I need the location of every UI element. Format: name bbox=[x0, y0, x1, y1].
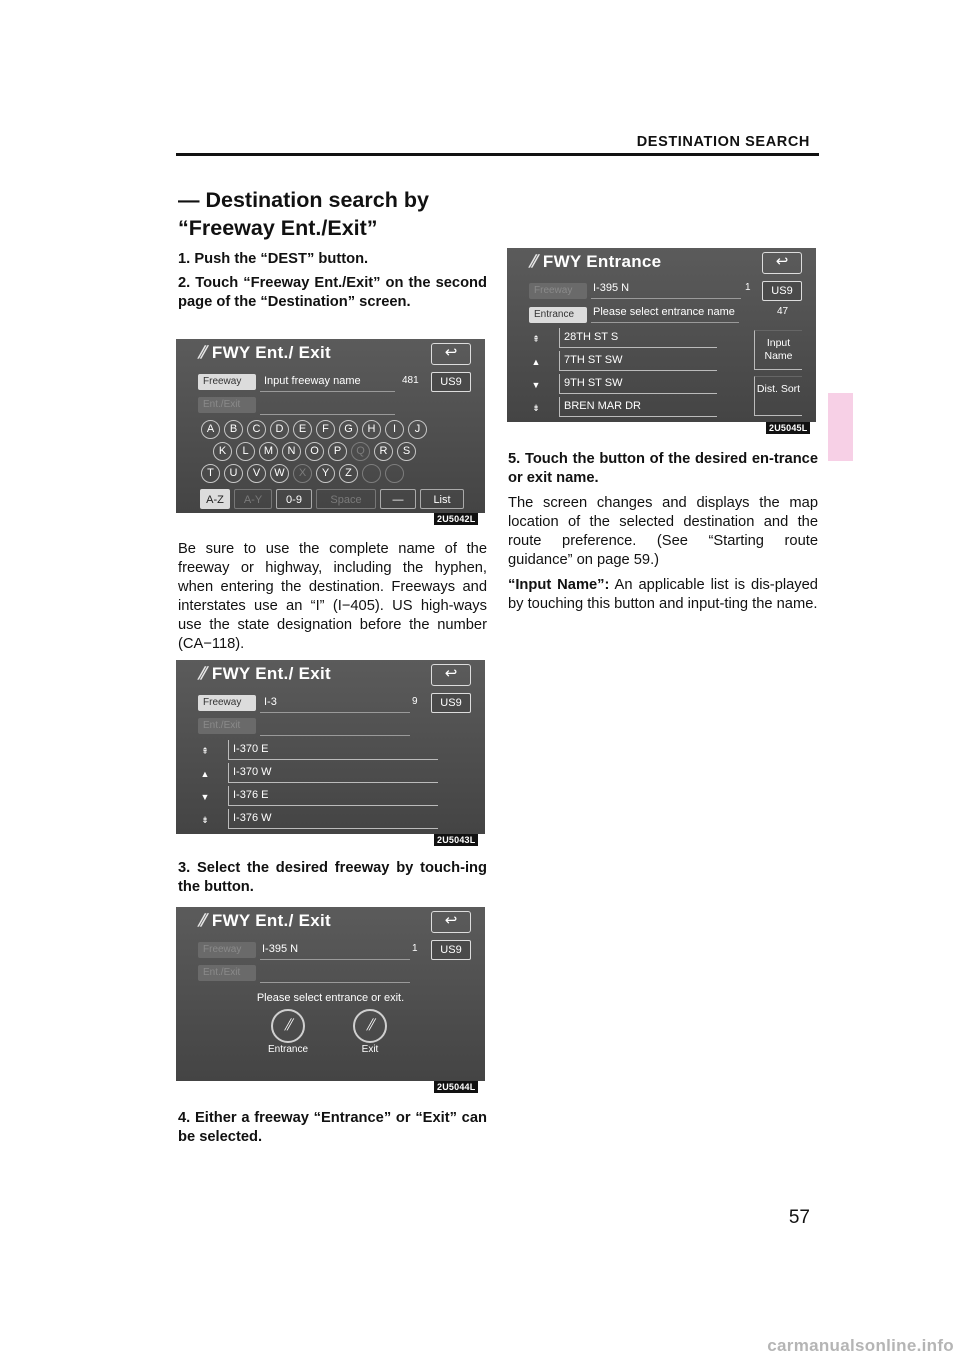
freeway-field-label: Freeway bbox=[529, 283, 587, 299]
state-button[interactable]: US9 bbox=[431, 693, 471, 713]
step-5: 5. Touch the button of the desired en-trance or exit name. bbox=[508, 451, 818, 486]
paragraph-input-name: “Input Name”: An applicable list is dis-played by touching this button and input-ting the name. bbox=[508, 577, 818, 612]
step-1: 1. Push the “DEST” button. bbox=[178, 251, 369, 267]
ay-button[interactable]: A-Y bbox=[234, 489, 272, 509]
back-button[interactable]: ↩ bbox=[431, 664, 471, 686]
space-button[interactable]: Space bbox=[316, 489, 376, 509]
state-button[interactable]: US9 bbox=[431, 940, 471, 960]
section-title-line2: “Freeway Ent./Exit” bbox=[178, 216, 378, 240]
screen-title: ⫽ FWY Entrance bbox=[529, 252, 662, 271]
freeway-icon: ⫽ bbox=[529, 252, 537, 271]
freeway-input[interactable]: Input freeway name bbox=[264, 375, 361, 387]
list-button[interactable]: List bbox=[420, 489, 464, 509]
key[interactable]: F bbox=[316, 420, 335, 439]
state-button[interactable]: US9 bbox=[762, 281, 802, 301]
input-name-button[interactable]: Input Name bbox=[754, 330, 802, 370]
scroll-down-icon[interactable]: ▼ bbox=[531, 380, 541, 390]
dist-sort-button[interactable]: Dist. Sort bbox=[754, 376, 802, 416]
exit-field-label: Ent./Exit bbox=[198, 718, 256, 734]
section-tab bbox=[828, 393, 853, 461]
scroll-up-icon[interactable]: ▲ bbox=[531, 357, 541, 367]
entrance-input[interactable]: Please select entrance name bbox=[593, 306, 735, 318]
key[interactable]: U bbox=[224, 464, 243, 483]
back-button[interactable]: ↩ bbox=[431, 911, 471, 933]
screenshot-freeway-list bbox=[176, 660, 485, 834]
screenshot-keyboard bbox=[176, 339, 485, 513]
az-button[interactable]: A-Z bbox=[200, 489, 230, 509]
key[interactable]: P bbox=[328, 442, 347, 461]
freeway-icon: ⫽ bbox=[198, 911, 206, 930]
paragraph-name-format: Be sure to use the complete name of the freeway or highway, including the hyphen, when entering the destination. Freeways and interstates use an “I” (I−405). US high-ways use the state designation before the number (CA−118). bbox=[178, 541, 487, 652]
freeway-field-label[interactable]: Freeway bbox=[198, 695, 256, 711]
list-item[interactable]: BREN MAR DR bbox=[559, 397, 717, 417]
numeric-button[interactable]: 0-9 bbox=[276, 489, 312, 509]
exit-label: Exit bbox=[361, 1044, 379, 1055]
freeway-input: I-395 N bbox=[262, 943, 299, 955]
match-count: 1 bbox=[745, 282, 751, 293]
scroll-up-icon[interactable]: ▲ bbox=[200, 769, 210, 779]
screen-title: ⫽ FWY Ent./ Exit bbox=[198, 664, 332, 683]
key[interactable]: L bbox=[236, 442, 255, 461]
list-item[interactable]: 7TH ST SW bbox=[559, 351, 717, 371]
key[interactable]: E bbox=[293, 420, 312, 439]
key[interactable]: Y bbox=[316, 464, 335, 483]
list-item[interactable]: I-376 E bbox=[228, 786, 438, 806]
figure-code: 2U5042L bbox=[434, 513, 478, 525]
key[interactable]: H bbox=[362, 420, 381, 439]
key[interactable]: V bbox=[247, 464, 266, 483]
figure-code: 2U5045L bbox=[766, 422, 810, 434]
back-button[interactable]: ↩ bbox=[431, 343, 471, 365]
freeway-input[interactable]: I-3 bbox=[264, 696, 277, 708]
delete-button[interactable]: — bbox=[380, 489, 416, 509]
step-4: 4. Either a freeway “Entrance” or “Exit” can be selected. bbox=[178, 1110, 487, 1145]
match-count: 481 bbox=[402, 375, 419, 386]
freeway-field-label: Freeway bbox=[198, 942, 256, 958]
key[interactable]: I bbox=[385, 420, 404, 439]
page-down-icon[interactable]: ⇟ bbox=[201, 815, 209, 825]
state-button[interactable]: US9 bbox=[431, 372, 471, 392]
freeway-icon: ⫽ bbox=[198, 664, 206, 683]
screenshot-entrance-exit bbox=[176, 907, 485, 1081]
back-button[interactable]: ↩ bbox=[762, 252, 802, 274]
watermark: carmanualsonline.info bbox=[767, 1336, 954, 1355]
key[interactable]: N bbox=[282, 442, 301, 461]
key[interactable]: M bbox=[259, 442, 278, 461]
exit-icon[interactable]: ⫽ bbox=[353, 1009, 387, 1043]
list-item[interactable]: 28TH ST S bbox=[559, 328, 717, 348]
key[interactable]: B bbox=[224, 420, 243, 439]
entrance-field-label[interactable]: Entrance bbox=[529, 307, 587, 323]
entrance-label: Entrance bbox=[267, 1044, 309, 1055]
exit-field-label: Ent./Exit bbox=[198, 965, 256, 981]
key[interactable]: O bbox=[305, 442, 324, 461]
page-up-icon[interactable]: ⇞ bbox=[532, 334, 540, 344]
page-up-icon[interactable]: ⇞ bbox=[201, 746, 209, 756]
page-down-icon[interactable]: ⇟ bbox=[532, 403, 540, 413]
screen-title: ⫽ FWY Ent./ Exit bbox=[198, 343, 332, 362]
input-name-term: “Input Name”: bbox=[508, 577, 610, 593]
key[interactable]: R bbox=[374, 442, 393, 461]
key[interactable]: D bbox=[270, 420, 289, 439]
freeway-input: I-395 N bbox=[593, 282, 630, 294]
entrance-count: 47 bbox=[777, 306, 789, 317]
key[interactable] bbox=[385, 464, 404, 483]
scroll-down-icon[interactable]: ▼ bbox=[200, 792, 210, 802]
screenshot-entrance-list bbox=[507, 248, 816, 422]
key[interactable]: A bbox=[201, 420, 220, 439]
paragraph-map-display: The screen changes and displays the map location of the selected destination and the route preference. (See “Starting route guidance” on page 59.) bbox=[508, 495, 818, 568]
figure-code: 2U5044L bbox=[434, 1081, 478, 1093]
key[interactable] bbox=[362, 464, 381, 483]
entrance-icon[interactable]: ⫽ bbox=[271, 1009, 305, 1043]
list-item[interactable]: I-370 W bbox=[228, 763, 438, 783]
freeway-icon: ⫽ bbox=[198, 343, 206, 362]
key[interactable]: T bbox=[201, 464, 220, 483]
step-2: 2. Touch “Freeway Ent./Exit” on the second page of the “Destination” screen. bbox=[178, 275, 487, 310]
key[interactable]: K bbox=[213, 442, 232, 461]
section-title bbox=[178, 186, 429, 242]
header-rule bbox=[176, 153, 819, 156]
page-number: 57 bbox=[788, 1207, 810, 1228]
selection-prompt: Please select entrance or exit. bbox=[256, 992, 405, 1004]
running-header: DESTINATION SEARCH bbox=[636, 134, 810, 150]
key[interactable]: G bbox=[339, 420, 358, 439]
key[interactable]: W bbox=[270, 464, 289, 483]
key[interactable]: X bbox=[293, 464, 312, 483]
key[interactable]: C bbox=[247, 420, 266, 439]
section-title-line1: — Destination search by bbox=[178, 188, 429, 212]
match-count: 1 bbox=[412, 943, 418, 954]
match-count: 9 bbox=[412, 696, 418, 707]
figure-code: 2U5043L bbox=[434, 834, 478, 846]
step-3: 3. Select the desired freeway by touch-ing the button. bbox=[178, 860, 487, 895]
list-item[interactable]: 9TH ST SW bbox=[559, 374, 717, 394]
list-item[interactable]: I-370 E bbox=[228, 740, 438, 760]
exit-field-label: Ent./Exit bbox=[198, 397, 256, 413]
freeway-field-label[interactable]: Freeway bbox=[198, 374, 256, 390]
key[interactable]: J bbox=[408, 420, 427, 439]
key[interactable]: S bbox=[397, 442, 416, 461]
screen-title: ⫽ FWY Ent./ Exit bbox=[198, 911, 332, 930]
key[interactable]: Q bbox=[351, 442, 370, 461]
key[interactable]: Z bbox=[339, 464, 358, 483]
list-item[interactable]: I-376 W bbox=[228, 809, 438, 829]
